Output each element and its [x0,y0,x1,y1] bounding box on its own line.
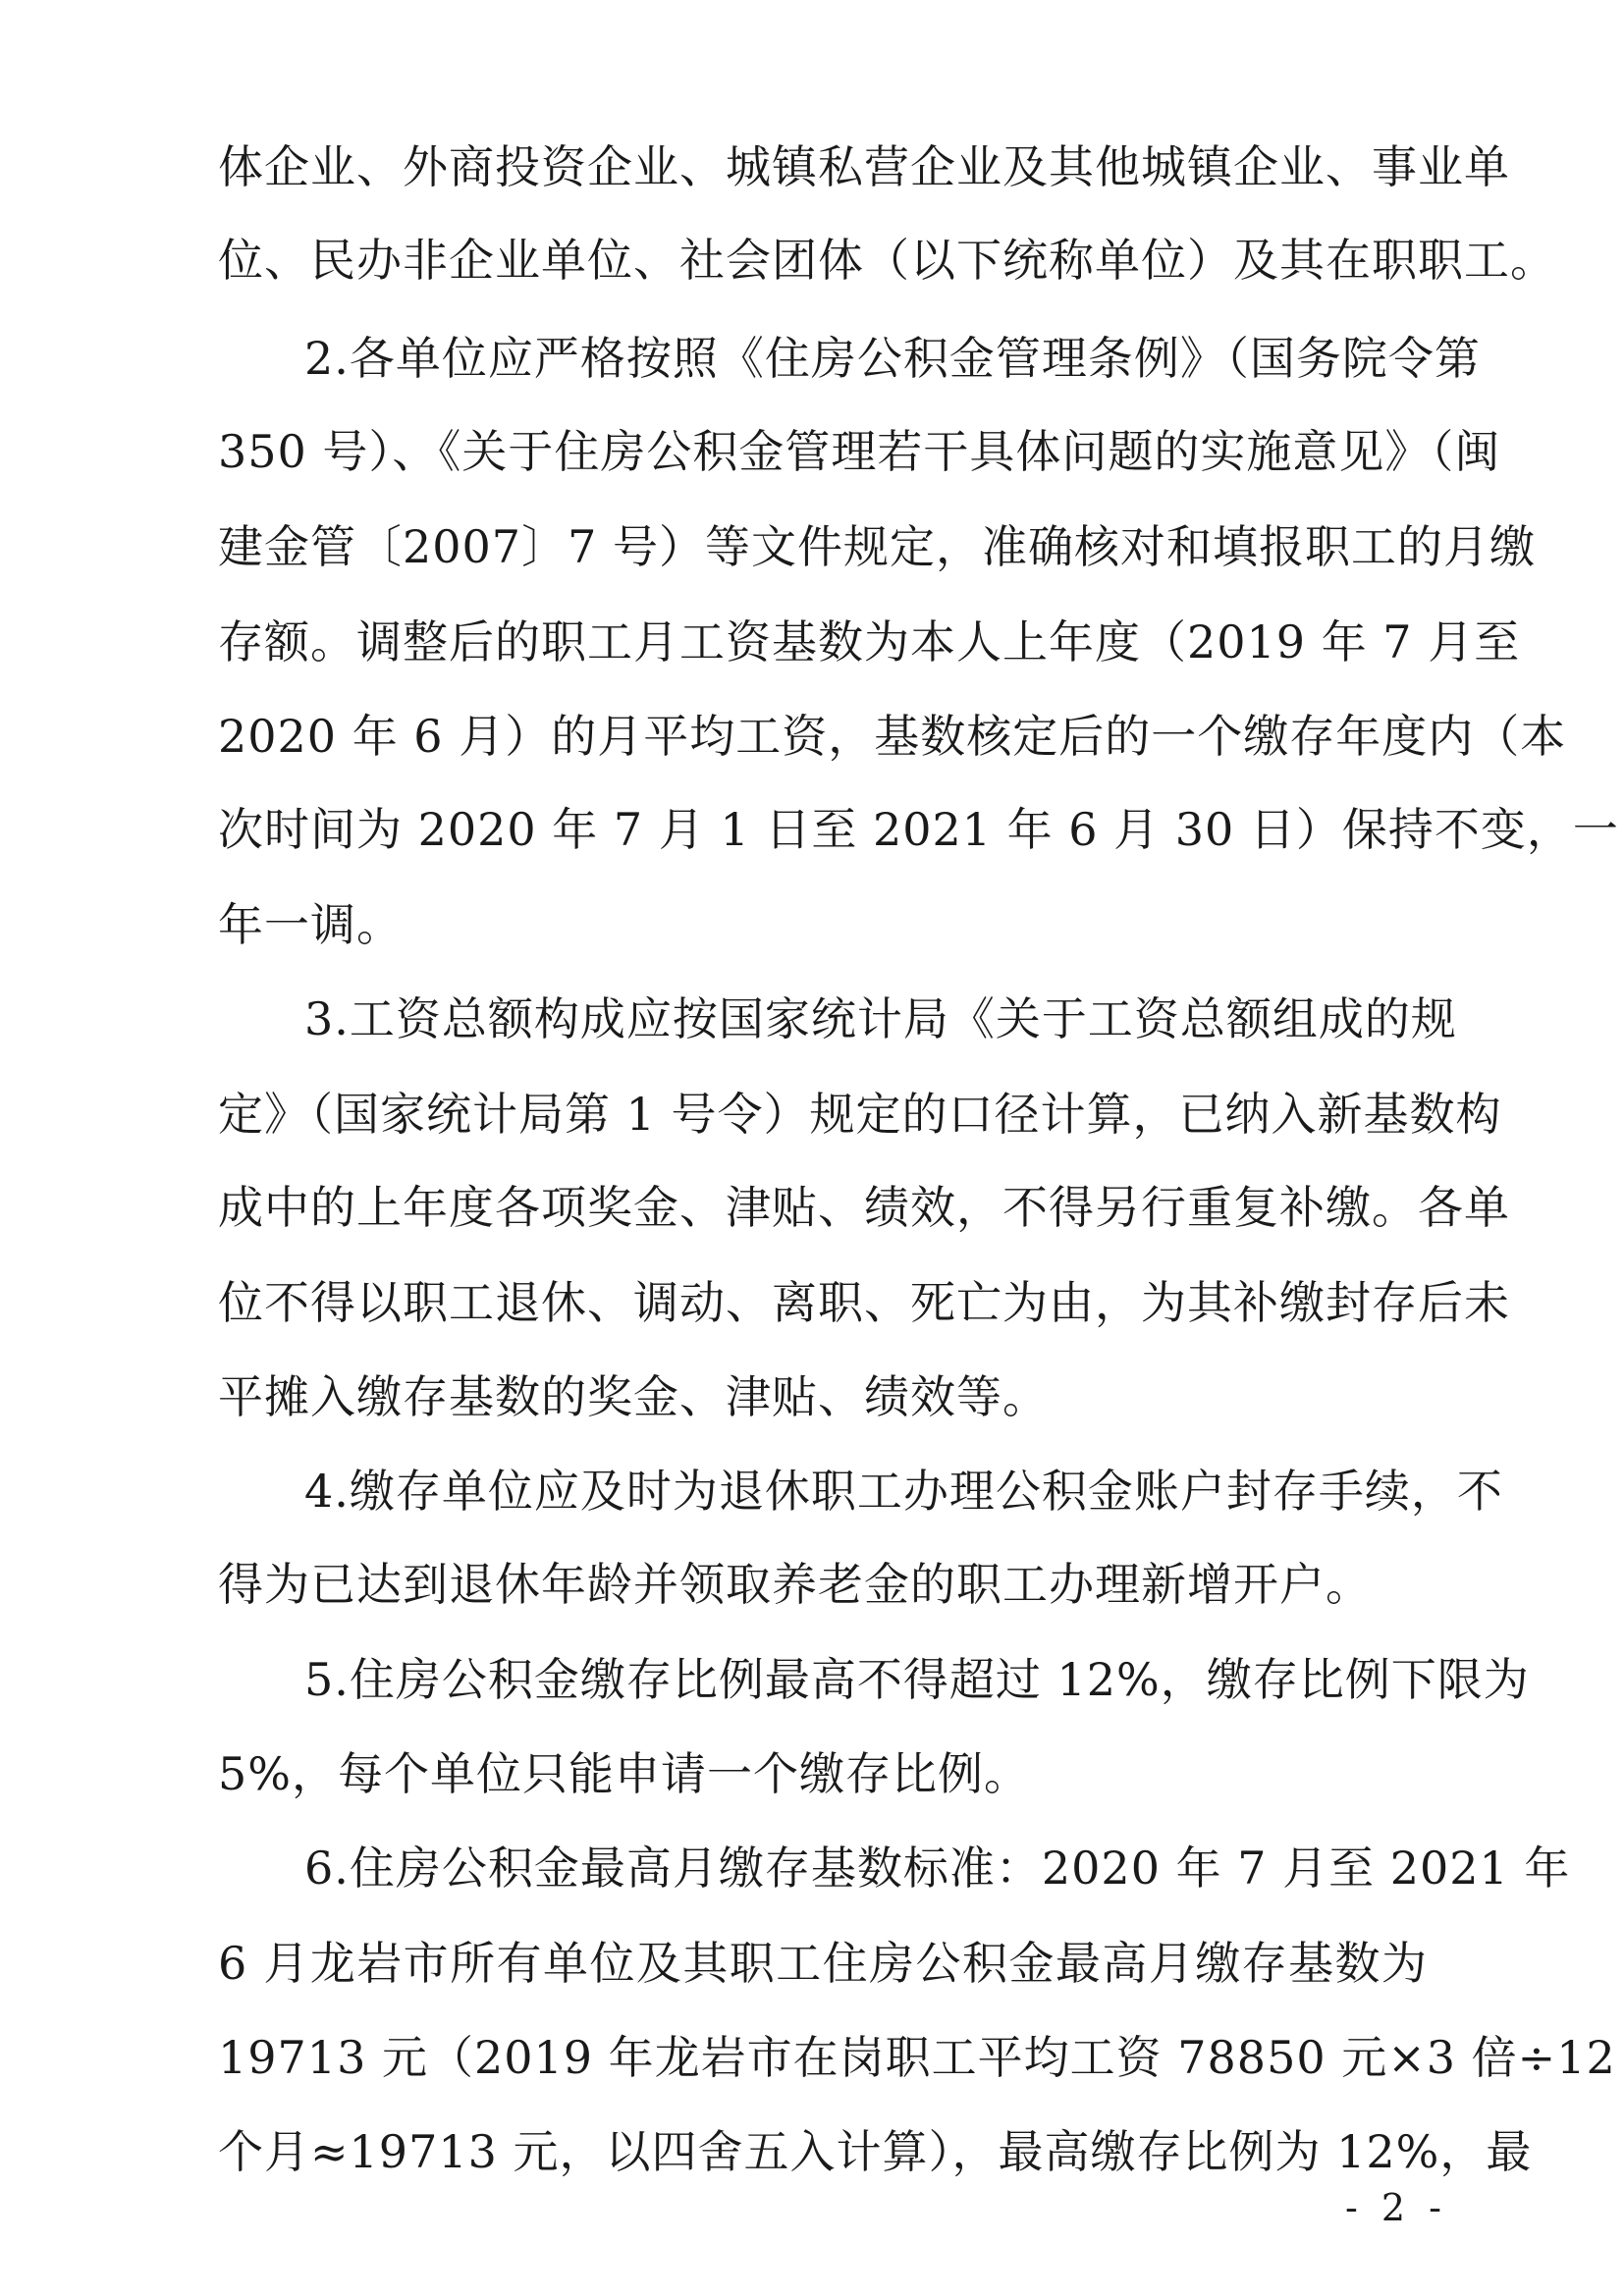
body-text-line: 位不得以职工退休、调动、离职、死亡为由，为其补缴封存后未 [218,1276,1510,1329]
paragraph-5-start: 5.住房公积金缴存比例最高不得超过 12%，缴存比例下限为 [304,1653,1530,1706]
paragraph-4-start: 4.缴存单位应及时为退休职工办理公积金账户封存手续，不 [304,1465,1503,1518]
body-text-line: 19713 元（2019 年龙岩市在岗职工平均工资 78850 元×3 倍÷12 [218,2031,1616,2084]
body-text-line: 成中的上年度各项奖金、津贴、绩效，不得另行重复补缴。各单 [218,1181,1510,1234]
body-text-line: 350 号）、《关于住房公积金管理若干具体问题的实施意见》（闽 [218,425,1501,478]
body-text-line: 5%，每个单位只能申请一个缴存比例。 [218,1747,1030,1800]
body-text-line: 位、民办非企业单位、社会团体（以下统称单位）及其在职职工。 [218,234,1556,287]
page-number: - 2 - [1345,2186,1448,2229]
body-text-line: 建金管〔2007〕7 号）等文件规定，准确核对和填报职工的月缴 [218,520,1536,573]
body-text-line: 体企业、外商投资企业、城镇私营企业及其他城镇企业、事业单 [218,140,1510,193]
paragraph-3-start: 3.工资总额构成应按国家统计局《关于工资总额组成的规 [304,992,1457,1045]
body-text-line: 存额。调整后的职工月工资基数为本人上年度（2019 年 7 月至 [218,615,1521,668]
body-text-line: 个月≈19713 元，以四舍五入计算），最高缴存比例为 12%，最 [218,2125,1533,2178]
body-text-line: 2020 年 6 月）的月平均工资，基数核定后的一个缴存年度内（本 [218,710,1567,763]
body-text-line: 平摊入缴存基数的奖金、津贴、绩效等。 [218,1370,1049,1423]
body-text-line: 得为已达到退休年龄并领取养老金的职工办理新增开户。 [218,1558,1372,1611]
body-text-line: 年一调。 [218,898,403,951]
body-text-line: 次时间为 2020 年 7 月 1 日至 2021 年 6 月 30 日）保持不变，一 [218,803,1619,856]
paragraph-6-start: 6.住房公积金最高月缴存基数标准：2020 年 7 月至 2021 年 [304,1842,1571,1895]
body-text-line: 6 月龙岩市所有单位及其职工住房公积金最高月缴存基数为 [218,1937,1428,1990]
body-text-line: 定》（国家统计局第 1 号令）规定的口径计算，已纳入新基数构 [218,1088,1502,1141]
paragraph-2-start: 2.各单位应严格按照《住房公积金管理条例》（国务院令第 [304,332,1481,385]
